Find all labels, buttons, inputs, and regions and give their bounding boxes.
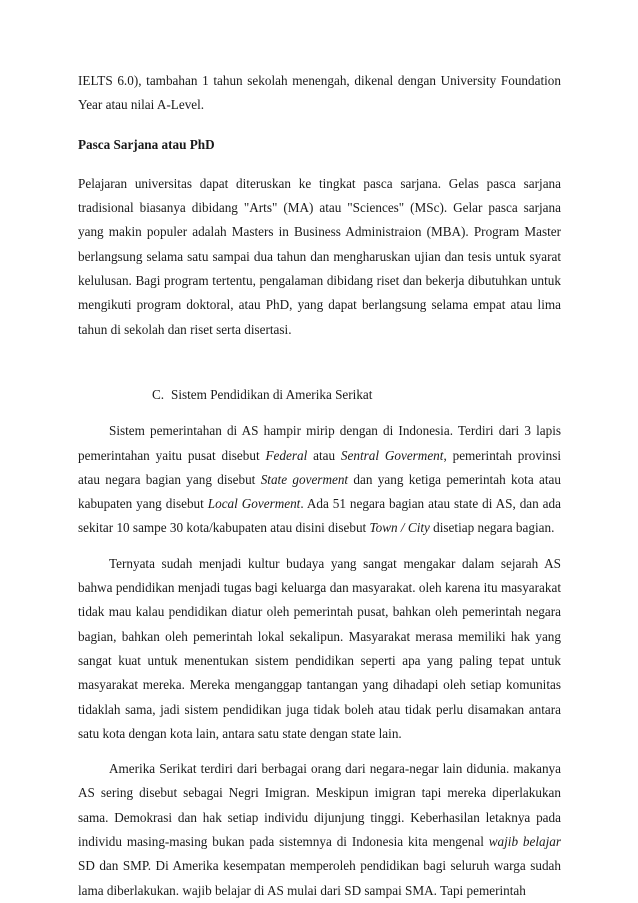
section-title-text: Sistem Pendidikan di Amerika Serikat: [171, 386, 373, 402]
paragraph-text: Sistem pemerintahan di AS hampir mirip dengan di Indonesia. Terdiri dari 3 lapis pemerintahan yaitu pusat disebut: [78, 423, 561, 463]
italic-term: Federal: [265, 447, 308, 463]
intro-paragraph: IELTS 6.0), tambahan 1 tahun sekolah menengah, dikenal dengan University Foundation Year atau nilai A-Level.: [78, 73, 561, 113]
italic-term: wajib belajar: [488, 834, 562, 850]
paragraph-text: atau: [307, 447, 341, 463]
government-paragraph: [78, 419, 561, 540]
culture-paragraph: Ternyata sudah menjadi kultur budaya yang sangat mengakar dalam sejarah AS bahwa pendidikan menjadi tugas bagi keluarga dan masyarakat. oleh karena itu masyarakat tidak mau kalau pendidikan diatur oleh pemerintah pusat, bahkan oleh pemerintah negara bagian, bahkan oleh pemerintah lokal sekalipun. Masyarakat merasa memiliki hak yang sangat kuat untuk menentukan sistem pendidikan seperti apa yang paling tepat untuk masyarakat mereka. Mereka menganggap tantangan yang dihadapi oleh setiap komunitas tidaklah sama, jadi sistem pendidikan juga tidak boleh atau tidak perlu disamakan antara satu kota dengan kota lain, antara satu state dengan state lain.: [78, 555, 561, 741]
section-c-title: [78, 383, 561, 407]
paragraph-text: dan yang ketiga pemerintah kota atau kabupaten yang disebut: [78, 471, 562, 512]
paragraph-text: Amerika Serikat terdiri dari berbagai orang dari negara-negar lain didunia. makanya AS sering disebut sebagai Negri Imigran. Meskipun imigran tapi mereka diperlakukan sama. Demokrasi dan hak setiap individu dijunjung tinggi. Keberhasilan letaknya pada individu masing-masing bukan pada sistemnya di Indonesia kita mengenal: [78, 761, 561, 850]
paragraph-text: disetiap negara bagian.: [429, 520, 555, 536]
italic-term: Sentral Goverment: [340, 447, 444, 463]
paragraph-text: . Ada 51 negara bagian atau state di AS, dan ada sekitar 10 sampe 30 kota/kabupaten atau disini disebut: [78, 496, 561, 536]
immigrant-paragraph: [78, 757, 561, 903]
postgrad-heading: Pasca Sarjana atau PhD: [78, 136, 215, 152]
paragraph-text: , pemerintah provinsi atau negara bagian yang disebut: [78, 447, 561, 487]
document-body: [78, 69, 561, 903]
section-letter: C.: [152, 386, 165, 402]
italic-term: Local Goverment: [207, 496, 301, 512]
paragraph-text: SD dan SMP. Di Amerika kesempatan memperoleh pendidikan bagi seluruh warga sudah lama diberlakukan. wajib belajar di AS mulai dari SD sampai SMA. Tapi pemerintah: [78, 858, 561, 898]
italic-term: Town / City: [369, 520, 430, 536]
italic-term: State goverment: [260, 471, 349, 487]
postgrad-paragraph: Pelajaran universitas dapat diteruskan ke tingkat pasca sarjana. Gelas pasca sarjana tradisional biasanya dibidang "Arts" (MA) atau "Sciences" (MSc). Gelar pasca sarjana yang makin populer adalah Masters in Business Administraion (MBA). Program Master berlangsung selama satu sampai dua tahun dan mengharuskan ujian dan tesis untuk syarat kelulusan. Bagi program tertentu, pengalaman dibidang riset dan bekerja dibutuhkan untuk mengikuti program doktoral, atau PhD, yang dapat berlangsung selama empat atau lima tahun di sekolah dan riset serta disertasi.: [78, 175, 561, 337]
